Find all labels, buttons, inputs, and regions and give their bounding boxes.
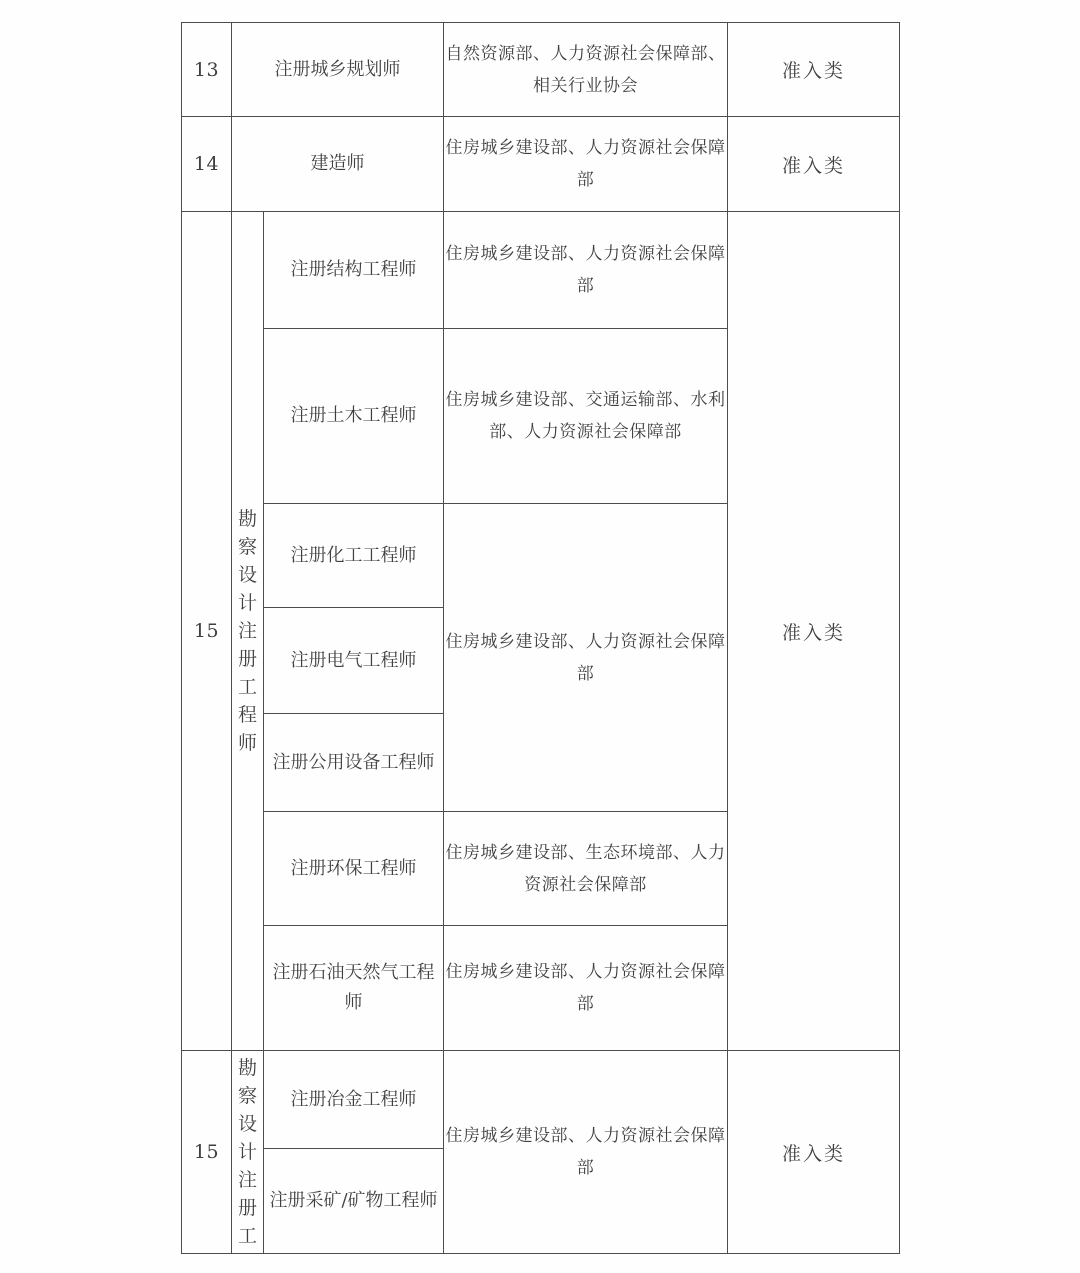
category-cell: 准入类	[728, 23, 900, 117]
certification-name-cell: 注册公用设备工程师	[264, 714, 444, 812]
row-number-cell: 14	[182, 117, 232, 212]
certification-name-cell: 注册化工工程师	[264, 504, 444, 608]
group-label: 勘察设计注册工	[237, 1057, 257, 1247]
certification-name-cell: 注册采矿/矿物工程师	[264, 1149, 444, 1254]
certification-name-cell: 注册土木工程师	[264, 329, 444, 504]
issuing-department-cell: 住房城乡建设部、人力资源社会保障部	[444, 1051, 728, 1254]
row-number-cell: 13	[182, 23, 232, 117]
certification-name-cell: 注册城乡规划师	[232, 23, 444, 117]
issuing-department-cell: 住房城乡建设部、人力资源社会保障部	[444, 926, 728, 1051]
row-number-cell: 15	[182, 1051, 232, 1254]
certification-name-cell: 注册环保工程师	[264, 812, 444, 926]
issuing-department-cell: 自然资源部、人力资源社会保障部、相关行业协会	[444, 23, 728, 117]
issuing-department-cell: 住房城乡建设部、生态环境部、人力资源社会保障部	[444, 812, 728, 926]
certification-name-cell: 注册冶金工程师	[264, 1051, 444, 1149]
certification-name-cell: 建造师	[232, 117, 444, 212]
table-row	[182, 117, 900, 212]
qualification-table	[181, 22, 900, 1254]
category-cell: 准入类	[728, 1051, 900, 1254]
certification-name-cell: 注册结构工程师	[264, 212, 444, 329]
issuing-department-cell: 住房城乡建设部、人力资源社会保障部	[444, 212, 728, 329]
certification-name-cell: 注册电气工程师	[264, 608, 444, 714]
group-label-cell	[232, 212, 264, 1051]
row-number-cell: 15	[182, 212, 232, 1051]
group-label-cell	[232, 1051, 264, 1254]
category-cell: 准入类	[728, 117, 900, 212]
issuing-department-cell: 住房城乡建设部、交通运输部、水利部、人力资源社会保障部	[444, 329, 728, 504]
table-row	[182, 1051, 900, 1149]
table-row	[182, 212, 900, 329]
issuing-department-cell: 住房城乡建设部、人力资源社会保障部	[444, 117, 728, 212]
group-label: 勘察设计注册工程师	[237, 508, 257, 754]
table-row	[182, 23, 900, 117]
certification-name-cell: 注册石油天然气工程师	[264, 926, 444, 1051]
issuing-department-cell: 住房城乡建设部、人力资源社会保障部	[444, 504, 728, 812]
category-cell: 准入类	[728, 212, 900, 1051]
